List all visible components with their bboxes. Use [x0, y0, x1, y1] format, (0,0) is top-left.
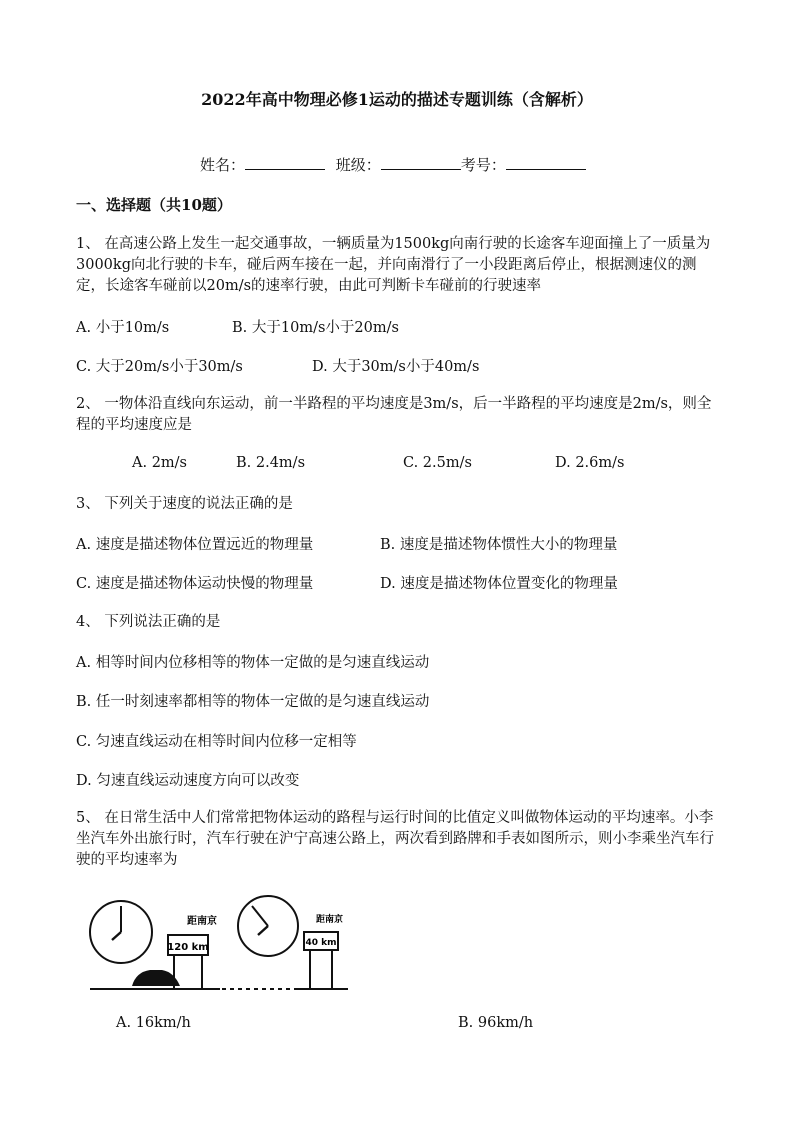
question-4: 4、 下列说法正确的是 — [76, 614, 221, 630]
student-info — [200, 154, 586, 175]
exam-no-blank — [506, 157, 586, 170]
class-blank — [381, 157, 461, 170]
q4-option-b: B. 任一时刻速率都相等的物体一定做的是匀速直线运动 — [76, 694, 430, 710]
car-icon — [132, 970, 180, 986]
q5-option-b: B. 96km/h — [458, 1015, 534, 1031]
road-sign-2 — [304, 913, 343, 988]
q3-option-c: C. 速度是描述物体运动快慢的物理量 — [76, 576, 314, 592]
sign2-title: 距南京 — [316, 915, 344, 925]
q1-option-a: A. 小于10m/s — [76, 320, 170, 336]
q2-option-d: D. 2.6m/s — [555, 455, 625, 471]
q3-option-b: B. 速度是描述物体惯性大小的物理量 — [380, 537, 618, 553]
q4-option-d: D. 匀速直线运动速度方向可以改变 — [76, 773, 300, 789]
page-title: 2022年高中物理必修1运动的描述专题训练（含解析） — [201, 90, 593, 109]
sign2-distance: 40 km — [305, 938, 337, 948]
name-label: 姓名： — [200, 156, 246, 174]
q4-option-a: A. 相等时间内位移相等的物体一定做的是匀速直线运动 — [76, 655, 430, 671]
question-1: 1、 在高速公路上发生一起交通事故，一辆质量为1500kg向南行驶的长途客车迎面撞上了一质量为3000kg向北行驶的卡车，碰后两车接在一起，并向南滑行了一小段距离后停止，根据测速仪的测定，长途客车碰前以20m/s的速率行驶，由此可判断卡车碰前的行驶速率 — [76, 236, 711, 294]
exam-no-label: 考号： — [460, 156, 506, 174]
q4-option-c: C. 匀速直线运动在相等时间内位移一定相等 — [76, 734, 357, 750]
q1-option-c: C. 大于20m/s小于30m/s — [76, 359, 243, 375]
q1-option-b: B. 大于10m/s小于20m/s — [232, 320, 399, 336]
q2-option-a: A. 2m/s — [132, 455, 187, 471]
q2-option-c: C. 2.5m/s — [403, 455, 472, 471]
q3-option-a: A. 速度是描述物体位置远近的物理量 — [76, 537, 314, 553]
clock-1 — [90, 901, 152, 963]
section-title: 一、选择题（共10题） — [76, 196, 232, 214]
road-sign-1 — [167, 914, 217, 988]
question-5: 5、 在日常生活中人们常常把物体运动的路程与运行时间的比值定义叫做物体运动的平均速率。小李坐汽车外出旅行时，汽车行驶在沪宁高速公路上，两次看到路牌和手表如图所示，则小李乘坐汽车行驶的平均速率为 — [76, 810, 714, 868]
sign1-distance: 120 km — [167, 942, 209, 953]
question-2: 2、 一物体沿直线向东运动，前一半路程的平均速度是3m/s，后一半路程的平均速度是2m/s，则全程的平均速度应是 — [76, 396, 712, 433]
q1-option-d: D. 大于30m/s小于40m/s — [312, 359, 480, 375]
clock-2 — [238, 896, 298, 956]
sign1-title: 距南京 — [187, 916, 217, 927]
clock-signpost-figure — [88, 890, 350, 995]
q3-option-d: D. 速度是描述物体位置变化的物理量 — [380, 576, 618, 592]
q5-option-a: A. 16km/h — [116, 1015, 191, 1031]
q2-option-b: B. 2.4m/s — [236, 455, 306, 471]
question-3: 3、 下列关于速度的说法正确的是 — [76, 496, 293, 512]
class-label: 班级： — [335, 156, 381, 174]
name-blank — [245, 157, 325, 170]
